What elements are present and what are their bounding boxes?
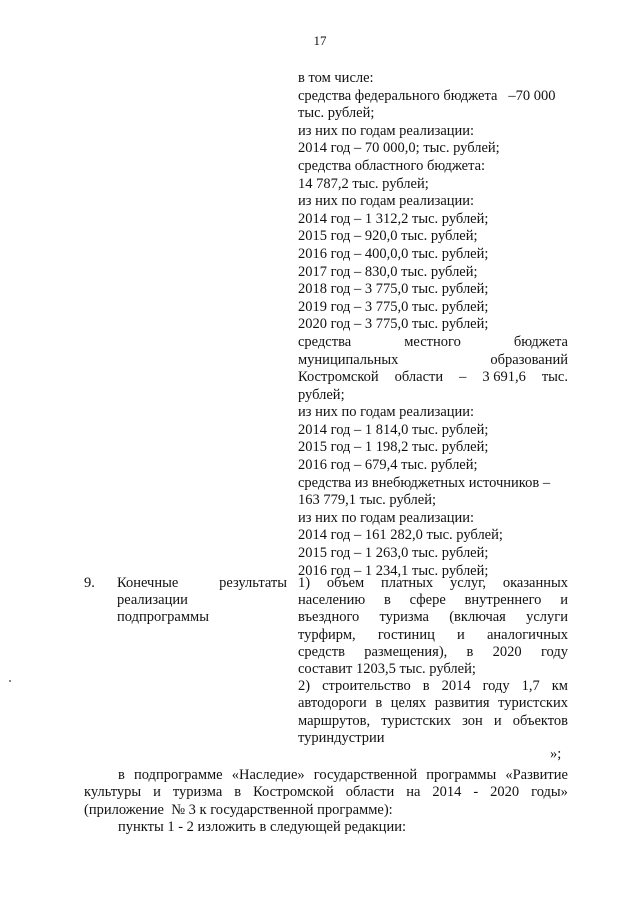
text-line: реализации: [117, 592, 188, 609]
text-line: 2014 год – 161 282,0 тыс. рублей;: [298, 527, 503, 544]
word: году: [540, 643, 568, 660]
word: сфере: [409, 592, 446, 609]
word: (включая: [449, 609, 506, 626]
word: на: [406, 784, 421, 801]
text-line: из них по годам реализации:: [298, 404, 475, 421]
word: аналогичных: [486, 626, 568, 643]
word: объектов: [512, 712, 568, 729]
text-line: [298, 609, 568, 626]
word: строительство: [322, 678, 411, 695]
word: размещения),: [364, 643, 448, 660]
word: Конечные: [117, 575, 179, 591]
word: в: [422, 678, 430, 695]
word: местного: [404, 333, 461, 350]
text-line: 2014 год – 1 814,0 тыс. рублей;: [298, 421, 489, 438]
word: результаты: [219, 575, 287, 591]
word: в: [384, 592, 391, 609]
text-line: (приложение № 3 к государственной программе):: [84, 801, 393, 818]
word: государственной: [313, 767, 418, 783]
text-line: из них по годам реализации:: [298, 509, 475, 526]
word: платных: [381, 575, 434, 591]
word: въездного: [298, 609, 360, 626]
funding-sources-cell: [298, 70, 568, 580]
word: населению: [298, 592, 366, 609]
row-number: 9.: [84, 575, 95, 591]
text-line: [117, 575, 287, 592]
word: в: [466, 643, 474, 660]
word: услуг,: [449, 575, 487, 591]
text-line: [298, 695, 568, 712]
word: км: [551, 678, 568, 695]
text-line: составит 1203,5 тыс. рублей;: [298, 661, 476, 678]
word: подпрограмме: [133, 767, 223, 783]
row-label: [117, 575, 287, 627]
word: гостиниц: [377, 626, 435, 643]
word: программы: [426, 767, 497, 783]
word: зон: [462, 712, 483, 729]
word: туристских: [498, 695, 568, 712]
word: области: [394, 369, 444, 386]
text-line: 14 787,2 тыс. рублей;: [298, 175, 429, 192]
text-line: средства областного бюджета:: [298, 157, 486, 174]
text-line: [298, 575, 568, 592]
word: бюджета: [513, 333, 568, 350]
word: -: [473, 784, 479, 801]
text-line: пункты 1 - 2 изложить в следующей редакции:: [118, 819, 406, 836]
word: 2014: [441, 678, 471, 695]
paragraph-line: [84, 767, 568, 837]
text-line: средства федерального бюджета –70 000: [298, 87, 556, 104]
text-line: 2015 год – 1 198,2 тыс. рублей;: [298, 439, 489, 456]
word: внутреннего: [464, 592, 542, 609]
text-line: 2019 год – 3 775,0 тыс. рублей;: [298, 298, 489, 315]
word: 2020: [490, 784, 520, 801]
text-line: в том числе:: [298, 70, 374, 86]
word: туризма: [172, 784, 223, 801]
word: туристских: [381, 712, 452, 729]
word: оказанных: [502, 575, 568, 591]
word: маршрутов,: [298, 712, 371, 729]
text-line: туриндустрии: [298, 729, 385, 746]
word: 2): [298, 678, 311, 695]
word: в: [234, 784, 242, 801]
word: и: [153, 784, 161, 801]
word: образований: [490, 351, 568, 368]
text-line: 2015 год – 1 263,0 тыс. рублей;: [298, 545, 489, 562]
word: годы»: [531, 784, 568, 801]
text-line: 2014 год – 1 312,2 тыс. рублей;: [298, 210, 489, 227]
text-line: 2015 год – 920,0 тыс. рублей;: [298, 228, 478, 245]
word: средства: [298, 333, 352, 350]
word: и: [493, 712, 502, 729]
text-line: [298, 352, 568, 370]
text-line: 2016 год – 400,0,0 тыс. рублей;: [298, 245, 489, 262]
closing-quote: »;: [550, 746, 562, 762]
text-line: тыс. рублей;: [298, 105, 375, 122]
text-line: 2016 год – 1 234,1 тыс. рублей;: [298, 562, 489, 579]
text-line: [84, 784, 568, 801]
word: услуги: [526, 609, 568, 626]
text-line: [298, 713, 568, 730]
text-line: [298, 369, 568, 387]
word: в: [375, 695, 383, 712]
text-line: [298, 334, 568, 352]
row-value: [298, 575, 568, 747]
word: «Развитие: [505, 767, 568, 783]
text-line: 2018 год – 3 775,0 тыс. рублей;: [298, 281, 489, 298]
word: средств: [298, 643, 345, 660]
text-line: 2020 год – 3 775,0 тыс. рублей;: [298, 316, 489, 333]
page-number: 17: [313, 33, 327, 48]
word: тыс.: [541, 369, 568, 386]
text-line: из них по годам реализации:: [298, 122, 475, 139]
word: и: [560, 592, 568, 609]
word: 2014: [432, 784, 462, 801]
text-line: средства из внебюджетных источников –: [298, 474, 551, 491]
text-line: [84, 767, 568, 784]
word: Костромской: [298, 369, 379, 386]
word: автодороги: [298, 695, 367, 712]
text-line: 2014 год – 70 000,0; тыс. рублей;: [298, 140, 500, 157]
word: и: [457, 626, 465, 643]
word: объем: [326, 575, 365, 591]
word: 3 691,6: [482, 369, 526, 386]
text-line: 163 779,1 тыс. рублей;: [298, 492, 436, 509]
word: области: [345, 784, 395, 801]
word: целях: [390, 695, 427, 712]
word: –: [459, 369, 467, 386]
word: турфирм,: [298, 626, 356, 643]
text-line: 2016 год – 679,4 тыс. рублей;: [298, 457, 478, 474]
word: 1,7: [521, 678, 540, 695]
text-line: [298, 627, 568, 644]
text-line: [298, 678, 568, 695]
word: туризма: [379, 609, 429, 626]
text-line: из них по годам реализации:: [298, 193, 475, 210]
word: 1): [298, 575, 311, 591]
text-line: [298, 644, 568, 661]
text-line: 2017 год – 830,0 тыс. рублей;: [298, 263, 478, 280]
word: Костромской: [253, 784, 334, 801]
word: развития: [434, 695, 490, 712]
text-line: [298, 592, 568, 609]
word: 2020: [492, 643, 522, 660]
word: культуры: [84, 784, 142, 801]
word: муниципальных: [298, 351, 399, 368]
word: году: [482, 678, 510, 695]
scan-speck: [9, 680, 11, 682]
word: в: [118, 767, 125, 783]
text-line: подпрограммы: [117, 609, 209, 626]
word: «Наследие»: [231, 767, 305, 783]
text-line: рублей;: [298, 386, 345, 403]
